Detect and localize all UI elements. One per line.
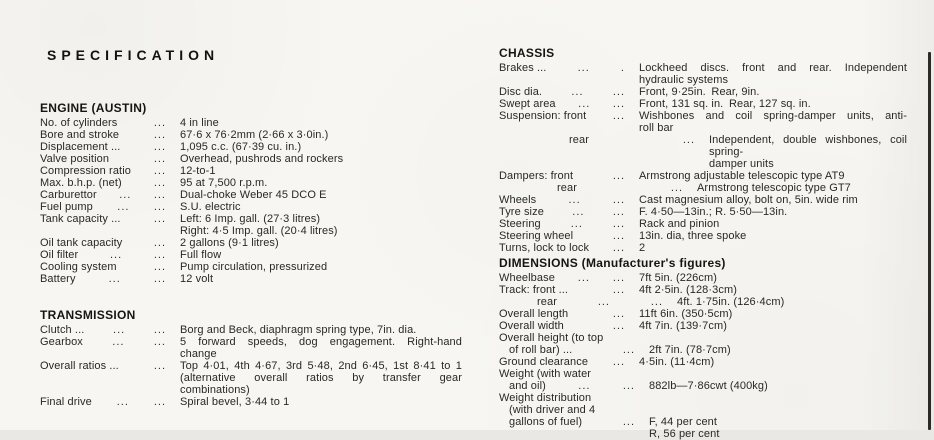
spec-label-text: Bore and stroke bbox=[40, 129, 120, 141]
spec-value-line: Left: 6 Imp. gall. (27·3 litres) bbox=[180, 213, 321, 225]
spec-label-text: Overall length bbox=[499, 308, 569, 320]
spec-value-line: Full flow bbox=[180, 249, 222, 261]
spec-value-line: Independent, double wishbones, coil spring- bbox=[709, 134, 907, 158]
spec-value-line: 13in. dia, three spoke bbox=[639, 230, 747, 242]
leader-dots: ... bbox=[153, 117, 166, 129]
leader-dots: ... bbox=[113, 324, 126, 336]
leader-dots: ... bbox=[612, 86, 625, 98]
spec-value-line: roll bar bbox=[639, 122, 674, 134]
spec-row bbox=[499, 62, 907, 86]
spec-row bbox=[499, 332, 907, 344]
spec-row bbox=[40, 237, 462, 249]
leader-dots: ... bbox=[571, 86, 584, 98]
spec-row bbox=[499, 272, 907, 284]
spec-row bbox=[499, 182, 907, 194]
spec-value bbox=[639, 86, 907, 98]
spec-value-line: Pump circulation, pressurized bbox=[180, 261, 328, 273]
leader-dots: ... bbox=[116, 396, 129, 408]
section-heading: DIMENSIONS (Manufacturer's figures) bbox=[499, 256, 726, 270]
spec-row bbox=[499, 230, 907, 242]
spec-value-line: 2ft 7in. (78·7cm) bbox=[649, 344, 731, 356]
spec-label bbox=[40, 153, 166, 165]
spec-label bbox=[499, 194, 625, 206]
spec-label-text: rear bbox=[569, 134, 589, 146]
spec-value-line: 5 forward speeds, dog engagement. Right-hand bbox=[180, 336, 462, 348]
spec-label bbox=[40, 177, 166, 189]
leader-dots: ... bbox=[622, 380, 635, 392]
spec-label bbox=[499, 392, 625, 404]
spec-value-line: Cast magnesium alloy, bolt on, 5in. wide rim bbox=[639, 194, 858, 206]
spec-label-text: Battery bbox=[40, 273, 76, 285]
spec-row bbox=[499, 404, 907, 416]
spec-value bbox=[180, 336, 462, 360]
leader-dots: ... bbox=[612, 272, 625, 284]
spec-value-line: 4·5in. (11·4cm) bbox=[639, 356, 715, 368]
spec-label-text: gallons of fuel) bbox=[509, 416, 583, 428]
leader-dots: ... bbox=[578, 98, 591, 110]
spec-value bbox=[639, 194, 907, 206]
leader-dots: ... bbox=[612, 308, 625, 320]
spec-value-line: Armstrong telescopic type GT7 bbox=[697, 182, 851, 194]
spec-label bbox=[40, 336, 166, 348]
spec-label-text: Weight distribution bbox=[499, 392, 592, 404]
leader-dots: ... bbox=[572, 206, 585, 218]
leader-dots: ... bbox=[153, 261, 166, 273]
spec-value-line: 11ft 6in. (350·5cm) bbox=[639, 308, 733, 320]
spec-label bbox=[499, 344, 635, 356]
spec-row bbox=[40, 117, 462, 129]
spec-value bbox=[180, 213, 462, 237]
spec-label-text: Track: front ... bbox=[499, 284, 569, 296]
spec-label-text: Suspension: front bbox=[499, 110, 587, 122]
spec-label-text: Disc dia. bbox=[499, 86, 543, 98]
spec-value bbox=[639, 308, 907, 320]
spec-value bbox=[639, 110, 907, 134]
leader-dots: . bbox=[620, 62, 625, 74]
spec-label-text: Cooling system bbox=[40, 261, 117, 273]
spec-value-line: 1,095 c.c. (67·39 cu. in.) bbox=[180, 141, 302, 153]
spec-value bbox=[677, 296, 907, 308]
spec-label bbox=[499, 404, 635, 416]
leader-dots: ... bbox=[153, 237, 166, 249]
spec-label bbox=[499, 356, 625, 368]
leader-dots: ... bbox=[612, 98, 625, 110]
leader-dots: ... bbox=[612, 170, 625, 182]
spec-value-line: Lockheed discs. front and rear. Independent bbox=[639, 62, 907, 74]
spec-value bbox=[180, 165, 462, 177]
spec-value bbox=[180, 153, 462, 165]
spec-row bbox=[499, 98, 907, 110]
spec-value bbox=[180, 177, 462, 189]
spec-label bbox=[40, 141, 166, 153]
leader-dots: ... bbox=[597, 296, 610, 308]
leader-dots: ... bbox=[670, 182, 683, 194]
spec-row bbox=[499, 284, 907, 296]
leader-dots: ... bbox=[622, 416, 635, 428]
spec-label-text: Swept area bbox=[499, 98, 556, 110]
spec-label-text: Weight (with water bbox=[499, 368, 592, 380]
spec-value bbox=[639, 218, 907, 230]
spec-label bbox=[499, 98, 625, 110]
spec-label-text: rear bbox=[557, 182, 577, 194]
spec-label-text: Steering bbox=[499, 218, 541, 230]
spec-label bbox=[499, 134, 695, 146]
spec-label bbox=[499, 206, 625, 218]
leader-dots: ... bbox=[612, 110, 625, 122]
spec-value-line: 4ft 2·5in. (128·3cm) bbox=[639, 284, 737, 296]
spec-label bbox=[40, 324, 166, 336]
spec-value-line: Armstrong adjustable telescopic type AT9 bbox=[639, 170, 845, 182]
leader-dots: ... bbox=[612, 356, 625, 368]
spec-value bbox=[709, 134, 907, 170]
spec-row bbox=[499, 416, 907, 440]
spec-label bbox=[499, 296, 663, 308]
spec-label bbox=[40, 360, 166, 372]
spec-value bbox=[180, 129, 462, 141]
spec-label-text: Final drive bbox=[40, 396, 92, 408]
spec-label bbox=[40, 261, 166, 273]
spec-label-text: Tyre size bbox=[499, 206, 544, 218]
spec-row bbox=[499, 206, 907, 218]
spec-label bbox=[499, 284, 625, 296]
spec-value bbox=[180, 117, 462, 129]
spec-value bbox=[697, 182, 907, 194]
leader-dots: ... bbox=[153, 396, 166, 408]
spec-value-line: 12-to-1 bbox=[180, 165, 216, 177]
spec-value bbox=[639, 320, 907, 332]
leader-dots: ... bbox=[577, 62, 590, 74]
spec-label bbox=[499, 86, 625, 98]
spec-row bbox=[40, 201, 462, 213]
spec-row bbox=[499, 368, 907, 380]
leader-dots: ... bbox=[612, 230, 625, 242]
spec-value-line: Right: 4·5 Imp. gall. (20·4 litres) bbox=[180, 225, 338, 237]
spec-label bbox=[40, 129, 166, 141]
spec-label bbox=[40, 396, 166, 408]
leader-dots: ... bbox=[153, 129, 166, 141]
spec-value bbox=[180, 360, 462, 396]
spec-value bbox=[180, 324, 462, 336]
spec-label bbox=[40, 237, 166, 249]
spec-value-line: Dual-choke Weber 45 DCO E bbox=[180, 189, 327, 201]
spec-row bbox=[499, 86, 907, 98]
spec-value-line: Top 4·01, 4th 4·67, 3rd 5·48, 2nd 6·45, 1st 8·41 to 1 bbox=[180, 360, 462, 372]
spec-row bbox=[40, 129, 462, 141]
spec-value bbox=[639, 230, 907, 242]
spec-label-text: Wheelbase bbox=[499, 272, 555, 284]
spec-label bbox=[499, 182, 683, 194]
spec-label-text: Clutch ... bbox=[40, 324, 85, 336]
spec-value-line: Spiral bevel, 3·44 to 1 bbox=[180, 396, 290, 408]
spec-label-text: Valve position bbox=[40, 153, 110, 165]
spec-label bbox=[40, 201, 166, 213]
leader-dots: ... bbox=[153, 273, 166, 285]
spec-label-text: Overall ratios ... bbox=[40, 360, 119, 372]
spec-value-line: R, 56 per cent bbox=[649, 428, 720, 440]
spec-row bbox=[499, 134, 907, 170]
spec-label-text: Tank capacity ... bbox=[40, 213, 121, 225]
spec-label bbox=[40, 249, 166, 261]
spec-label-text: Brakes ... bbox=[499, 62, 547, 74]
spec-label-text: Fuel pump bbox=[40, 201, 93, 213]
spec-label-text: Carburettor bbox=[40, 189, 97, 201]
spec-value bbox=[639, 206, 907, 218]
spec-row bbox=[499, 392, 907, 404]
section-heading: ENGINE (AUSTIN) bbox=[40, 101, 147, 115]
spec-label-text: Wheels bbox=[499, 194, 537, 206]
leader-dots: ... bbox=[153, 201, 166, 213]
spec-row bbox=[40, 261, 462, 273]
spec-label-text: Gearbox bbox=[40, 336, 83, 348]
spec-row bbox=[499, 296, 907, 308]
spec-row bbox=[40, 360, 462, 396]
spec-value bbox=[639, 242, 907, 254]
spec-label bbox=[499, 272, 625, 284]
leader-dots: ... bbox=[108, 273, 121, 285]
spec-value bbox=[180, 189, 462, 201]
spec-label bbox=[499, 380, 635, 392]
leader-dots: ... bbox=[119, 189, 132, 201]
spec-row bbox=[499, 194, 907, 206]
spec-label bbox=[499, 416, 635, 428]
spec-value bbox=[180, 237, 462, 249]
leader-dots: ... bbox=[153, 360, 166, 372]
spec-value-line: 4 in line bbox=[180, 117, 219, 129]
leader-dots: ... bbox=[612, 242, 625, 254]
spec-value bbox=[180, 249, 462, 261]
leader-dots: ... bbox=[153, 177, 166, 189]
spec-label-text: Overall height (to top bbox=[499, 332, 604, 344]
spec-label-text: Dampers: front bbox=[499, 170, 574, 182]
spec-label-text: (with driver and 4 bbox=[509, 404, 596, 416]
spec-label bbox=[40, 213, 166, 225]
spec-label bbox=[40, 273, 166, 285]
spec-label-text: Oil tank capacity bbox=[40, 237, 123, 249]
spec-label bbox=[499, 170, 625, 182]
spec-value bbox=[180, 201, 462, 213]
spec-row bbox=[499, 320, 907, 332]
spec-value bbox=[180, 261, 462, 273]
spec-value-line: F. 4·50—13in.; R. 5·50—13in. bbox=[639, 206, 788, 218]
spec-row bbox=[40, 141, 462, 153]
spec-value bbox=[639, 170, 907, 182]
spec-label-text: Oil filter bbox=[40, 249, 79, 261]
spec-value-line: Overhead, pushrods and rockers bbox=[180, 153, 344, 165]
leader-dots: ... bbox=[153, 324, 166, 336]
leader-dots: ... bbox=[153, 189, 166, 201]
spec-value bbox=[180, 273, 462, 285]
spec-value-line: hydraulic systems bbox=[639, 74, 729, 86]
spec-value-line: damper units bbox=[709, 158, 774, 170]
spec-row bbox=[40, 165, 462, 177]
spec-row bbox=[499, 218, 907, 230]
right-column bbox=[499, 0, 907, 440]
spec-label-text: Compression ratio bbox=[40, 165, 131, 177]
leader-dots: ... bbox=[153, 141, 166, 153]
spec-label-text: Steering wheel bbox=[499, 230, 574, 242]
spec-row bbox=[40, 396, 462, 408]
leader-dots: ... bbox=[682, 134, 695, 146]
spec-value-line: Rack and pinion bbox=[639, 218, 720, 230]
spec-row bbox=[499, 242, 907, 254]
spec-value-line: S.U. electric bbox=[180, 201, 241, 213]
spec-row bbox=[499, 308, 907, 320]
page-edge-line bbox=[928, 52, 931, 430]
spec-label bbox=[40, 117, 166, 129]
spec-value-line: 882lb—7·86cwt (400kg) bbox=[649, 380, 768, 392]
spec-row bbox=[40, 336, 462, 360]
spec-label-text: of roll bar) ... bbox=[509, 344, 573, 356]
leader-dots: ... bbox=[117, 201, 130, 213]
spec-label-text: No. of cylinders bbox=[40, 117, 118, 129]
spec-row bbox=[499, 344, 907, 356]
spec-value-line: change bbox=[180, 348, 217, 360]
spec-value-line: combinations) bbox=[180, 384, 250, 396]
leader-dots: ... bbox=[153, 153, 166, 165]
spec-row bbox=[40, 249, 462, 261]
spec-label bbox=[499, 242, 625, 254]
spec-value-line: 95 at 7,500 r.p.m. bbox=[180, 177, 268, 189]
leader-dots: ... bbox=[650, 296, 663, 308]
section-heading: TRANSMISSION bbox=[40, 308, 136, 322]
leader-dots: ... bbox=[153, 336, 166, 348]
spec-value-line: (alternative overall ratios by transfer gear bbox=[180, 372, 462, 384]
leader-dots: ... bbox=[612, 206, 625, 218]
spec-value-line: 4ft 7in. (139·7cm) bbox=[639, 320, 728, 332]
spec-value-line: 4ft. 1·75in. (126·4cm) bbox=[677, 296, 785, 308]
spec-value-line: 2 bbox=[639, 242, 646, 254]
spec-row bbox=[40, 273, 462, 285]
spec-value-line: 7ft 5in. (226cm) bbox=[639, 272, 718, 284]
spec-label-text: and oil) bbox=[509, 380, 546, 392]
spec-value-line: F, 44 per cent bbox=[649, 416, 718, 428]
spec-label bbox=[499, 110, 625, 122]
spec-row bbox=[40, 213, 462, 237]
leader-dots: ... bbox=[112, 336, 125, 348]
leader-dots: ... bbox=[622, 344, 635, 356]
spec-value-line: Front, 9·25in. Rear, 9in. bbox=[639, 86, 760, 98]
spec-label bbox=[40, 189, 166, 201]
leader-dots: ... bbox=[153, 213, 166, 225]
section-heading: CHASSIS bbox=[499, 46, 555, 60]
leader-dots: ... bbox=[612, 284, 625, 296]
leader-dots: ... bbox=[153, 249, 166, 261]
spec-label-text: Max. b.h.p. (net) bbox=[40, 177, 122, 189]
spec-row bbox=[40, 153, 462, 165]
spec-label bbox=[40, 165, 166, 177]
spec-value bbox=[649, 416, 907, 440]
spec-value bbox=[639, 356, 907, 368]
leader-dots: ... bbox=[612, 320, 625, 332]
leader-dots: ... bbox=[578, 380, 591, 392]
spec-label bbox=[499, 218, 625, 230]
spec-value-line: Wishbones and coil spring-damper units, anti- bbox=[639, 110, 907, 122]
spec-value bbox=[639, 98, 907, 110]
spec-label-text: Turns, lock to lock bbox=[499, 242, 590, 254]
spec-label-text: Overall width bbox=[499, 320, 564, 332]
spec-row bbox=[499, 380, 907, 392]
spec-row bbox=[499, 170, 907, 182]
spec-value bbox=[639, 284, 907, 296]
spec-label bbox=[499, 62, 625, 74]
spec-label-text: Ground clearance bbox=[499, 356, 589, 368]
spec-value bbox=[639, 62, 907, 86]
spec-value-line: Borg and Beck, diaphragm spring type, 7in. dia. bbox=[180, 324, 417, 336]
spec-value-line: 2 gallons (9·1 litres) bbox=[180, 237, 279, 249]
spec-label bbox=[499, 230, 625, 242]
spec-value bbox=[180, 396, 462, 408]
spec-label bbox=[499, 368, 625, 380]
spec-value bbox=[649, 380, 907, 392]
page-title: SPECIFICATION bbox=[47, 47, 220, 63]
spec-row bbox=[40, 189, 462, 201]
leader-dots: ... bbox=[568, 194, 581, 206]
spec-row bbox=[499, 356, 907, 368]
leader-dots: ... bbox=[612, 194, 625, 206]
leader-dots: ... bbox=[153, 165, 166, 177]
leader-dots: ... bbox=[577, 272, 590, 284]
spec-label-text: rear bbox=[537, 296, 557, 308]
leader-dots: ... bbox=[570, 218, 583, 230]
spec-value bbox=[649, 344, 907, 356]
leader-dots: ... bbox=[109, 249, 123, 261]
spec-value bbox=[639, 272, 907, 284]
spec-value-line: Front, 131 sq. in. Rear, 127 sq. in. bbox=[639, 98, 811, 110]
leader-dots: ... bbox=[612, 218, 625, 230]
spec-label bbox=[499, 320, 625, 332]
spec-value-line: 12 volt bbox=[180, 273, 214, 285]
left-column bbox=[40, 0, 462, 408]
spec-label-text: Displacement ... bbox=[40, 141, 121, 153]
spec-label bbox=[499, 308, 625, 320]
spec-row bbox=[40, 324, 462, 336]
spec-row bbox=[40, 177, 462, 189]
spec-value bbox=[180, 141, 462, 153]
spec-value-line: 67·6 x 76·2mm (2·66 x 3·0in.) bbox=[180, 129, 329, 141]
spec-label bbox=[499, 332, 625, 344]
spec-row bbox=[499, 110, 907, 134]
